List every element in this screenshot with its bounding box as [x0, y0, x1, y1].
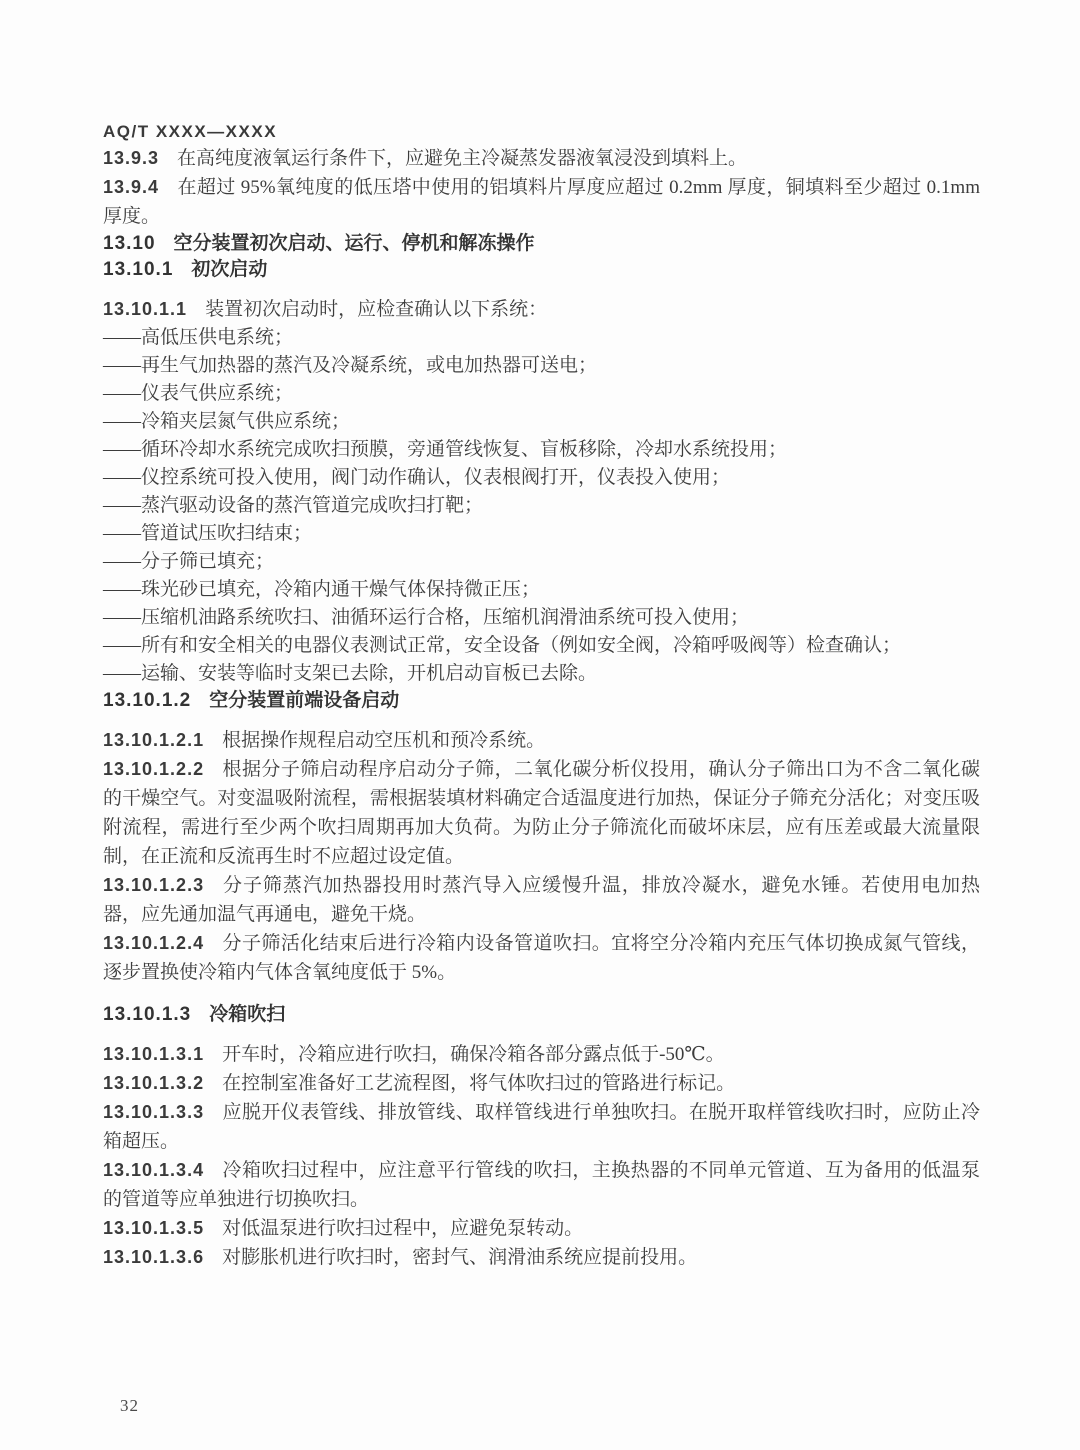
- clause-text: 空分装置前端设备启动: [209, 690, 400, 711]
- dash-list-item: [103, 576, 980, 604]
- clause-paragraph: [103, 1098, 980, 1156]
- clause-number: 13.10.1.2.2: [103, 759, 205, 779]
- dash-list-item: [103, 380, 980, 408]
- section-heading: [103, 688, 980, 714]
- clause-paragraph: [103, 1069, 980, 1098]
- clause-number: 13.10.1.3.3: [103, 1102, 205, 1122]
- clause-paragraph: [103, 1156, 980, 1214]
- clause-paragraph: [103, 726, 980, 755]
- page-number: 32: [120, 1396, 139, 1415]
- standard-code-header: AQ/T XXXX—XXXX: [103, 122, 278, 141]
- clause-number: 13.10: [103, 233, 156, 254]
- clause-number: 13.10.1.3: [103, 1004, 192, 1025]
- clause-text: ——压缩机油路系统吹扫、油循环运行合格，压缩机润滑油系统可投入使用；: [103, 607, 750, 628]
- clause-number: 13.10.1.3.1: [103, 1044, 205, 1064]
- clause-text: 分子筛蒸汽加热器投用时蒸汽导入应缓慢升温，排放冷凝水，避免水锤。若使用电加热器，应先通加温气再通电，避免干烧。: [103, 875, 980, 925]
- clause-number: 13.10.1.3.4: [103, 1160, 205, 1180]
- clause-number: 13.10.1.3.5: [103, 1218, 205, 1238]
- clause-text: ——蒸汽驱动设备的蒸汽管道完成吹扫打靶；: [103, 495, 484, 516]
- dash-list-item: [103, 324, 980, 352]
- clause-paragraph: [103, 1040, 980, 1069]
- clause-text: ——所有和安全相关的电器仪表测试正常，安全设备（例如安全阀，冷箱呼吸阀等）检查确认；: [103, 635, 902, 656]
- clause-number: 13.10.1.2.3: [103, 875, 205, 895]
- clause-text: ——冷箱夹层氮气供应系统；: [103, 411, 351, 432]
- clause-text: 在控制室准备好工艺流程图，将气体吹扫过的管路进行标记。: [222, 1073, 736, 1094]
- section-heading: [103, 257, 980, 283]
- clause-text: 根据分子筛启动程序启动分子筛，二氧化碳分析仪投用，确认分子筛出口为不含二氧化碳的干燥空气。对变温吸附流程，需根据装填材料确定合适温度进行加热，保证分子筛充分活化；对变压吸附流程，需进行至少两个吹扫周期再加大负荷。为防止分子筛流化而破坏床层，应有压差或最大流量限制，在正流和反流再生时不应超过设定值。: [103, 759, 980, 867]
- section-heading: [103, 1002, 980, 1028]
- section-heading: [103, 231, 980, 257]
- dash-list-item: [103, 352, 980, 380]
- clause-paragraph: [103, 173, 980, 231]
- dash-list-item: [103, 604, 980, 632]
- dash-list-item: [103, 520, 980, 548]
- clause-text: 对低温泵进行吹扫过程中，应避免泵转动。: [222, 1218, 584, 1239]
- clause-paragraph: [103, 295, 980, 324]
- clause-number: 13.10.1: [103, 259, 174, 280]
- clause-text: ——仪表气供应系统；: [103, 383, 294, 404]
- clause-text: 空分装置初次启动、运行、停机和解冻操作: [173, 233, 535, 254]
- clause-paragraph: [103, 1214, 980, 1243]
- dash-list-item: [103, 632, 980, 660]
- clause-text: ——珠光砂已填充，冷箱内通干燥气体保持微正压；: [103, 579, 541, 600]
- clause-text: 初次启动: [191, 259, 268, 280]
- clause-text: 冷箱吹扫过程中，应注意平行管线的吹扫，主换热器的不同单元管道、互为备用的低温泵的管道等应单独进行切换吹扫。: [103, 1160, 980, 1210]
- document-body: [103, 144, 980, 1272]
- clause-text: ——分子筛已填充；: [103, 551, 275, 572]
- dash-list-item: [103, 464, 980, 492]
- clause-text: ——管道试压吹扫结束；: [103, 523, 313, 544]
- clause-text: ——仪控系统可投入使用，阀门动作确认，仪表根阀打开，仪表投入使用；: [103, 467, 731, 488]
- clause-text: 装置初次启动时，应检查确认以下系统：: [205, 299, 548, 320]
- clause-text: 分子筛活化结束后进行冷箱内设备管道吹扫。宜将空分冷箱内充压气体切换成氮气管线，逐步置换使冷箱内气体含氧纯度低于 5%。: [103, 933, 980, 983]
- clause-number: 13.10.1.2: [103, 690, 192, 711]
- clause-text: 在超过 95%氧纯度的低压塔中使用的铝填料片厚度应超过 0.2mm 厚度，铜填料至少超过 0.1mm 厚度。: [103, 177, 980, 227]
- clause-text: 开车时，冷箱应进行吹扫，确保冷箱各部分露点低于-50℃。: [222, 1044, 725, 1065]
- clause-number: 13.10.1.3.2: [103, 1073, 205, 1093]
- dash-list-item: [103, 660, 980, 688]
- clause-text: 冷箱吹扫: [209, 1004, 286, 1025]
- clause-number: 13.10.1.1: [103, 299, 188, 319]
- clause-paragraph: [103, 871, 980, 929]
- clause-number: 13.10.1.2.4: [103, 933, 205, 953]
- clause-paragraph: [103, 144, 980, 173]
- clause-number: 13.10.1.2.1: [103, 730, 205, 750]
- clause-text: 根据操作规程启动空压机和预冷系统。: [222, 730, 546, 751]
- clause-number: 13.9.3: [103, 148, 160, 168]
- clause-text: 应脱开仪表管线、排放管线、取样管线进行单独吹扫。在脱开取样管线吹扫时，应防止冷箱超压。: [103, 1102, 980, 1152]
- clause-text: ——运输、安装等临时支架已去除，开机启动盲板已去除。: [103, 663, 598, 684]
- clause-text: ——高低压供电系统；: [103, 327, 294, 348]
- dash-list-item: [103, 408, 980, 436]
- clause-text: 在高纯度液氧运行条件下，应避免主冷凝蒸发器液氧浸没到填料上。: [177, 148, 748, 169]
- dash-list-item: [103, 436, 980, 464]
- clause-paragraph: [103, 929, 980, 987]
- dash-list-item: [103, 492, 980, 520]
- clause-text: 对膨胀机进行吹扫时，密封气、润滑油系统应提前投用。: [222, 1247, 698, 1268]
- clause-number: 13.9.4: [103, 177, 160, 197]
- clause-paragraph: [103, 755, 980, 871]
- dash-list-item: [103, 548, 980, 576]
- clause-number: 13.10.1.3.6: [103, 1247, 205, 1267]
- clause-text: ——循环冷却水系统完成吹扫预膜，旁通管线恢复、盲板移除，冷却水系统投用；: [103, 439, 788, 460]
- clause-paragraph: [103, 1243, 980, 1272]
- clause-text: ——再生气加热器的蒸汽及冷凝系统，或电加热器可送电；: [103, 355, 598, 376]
